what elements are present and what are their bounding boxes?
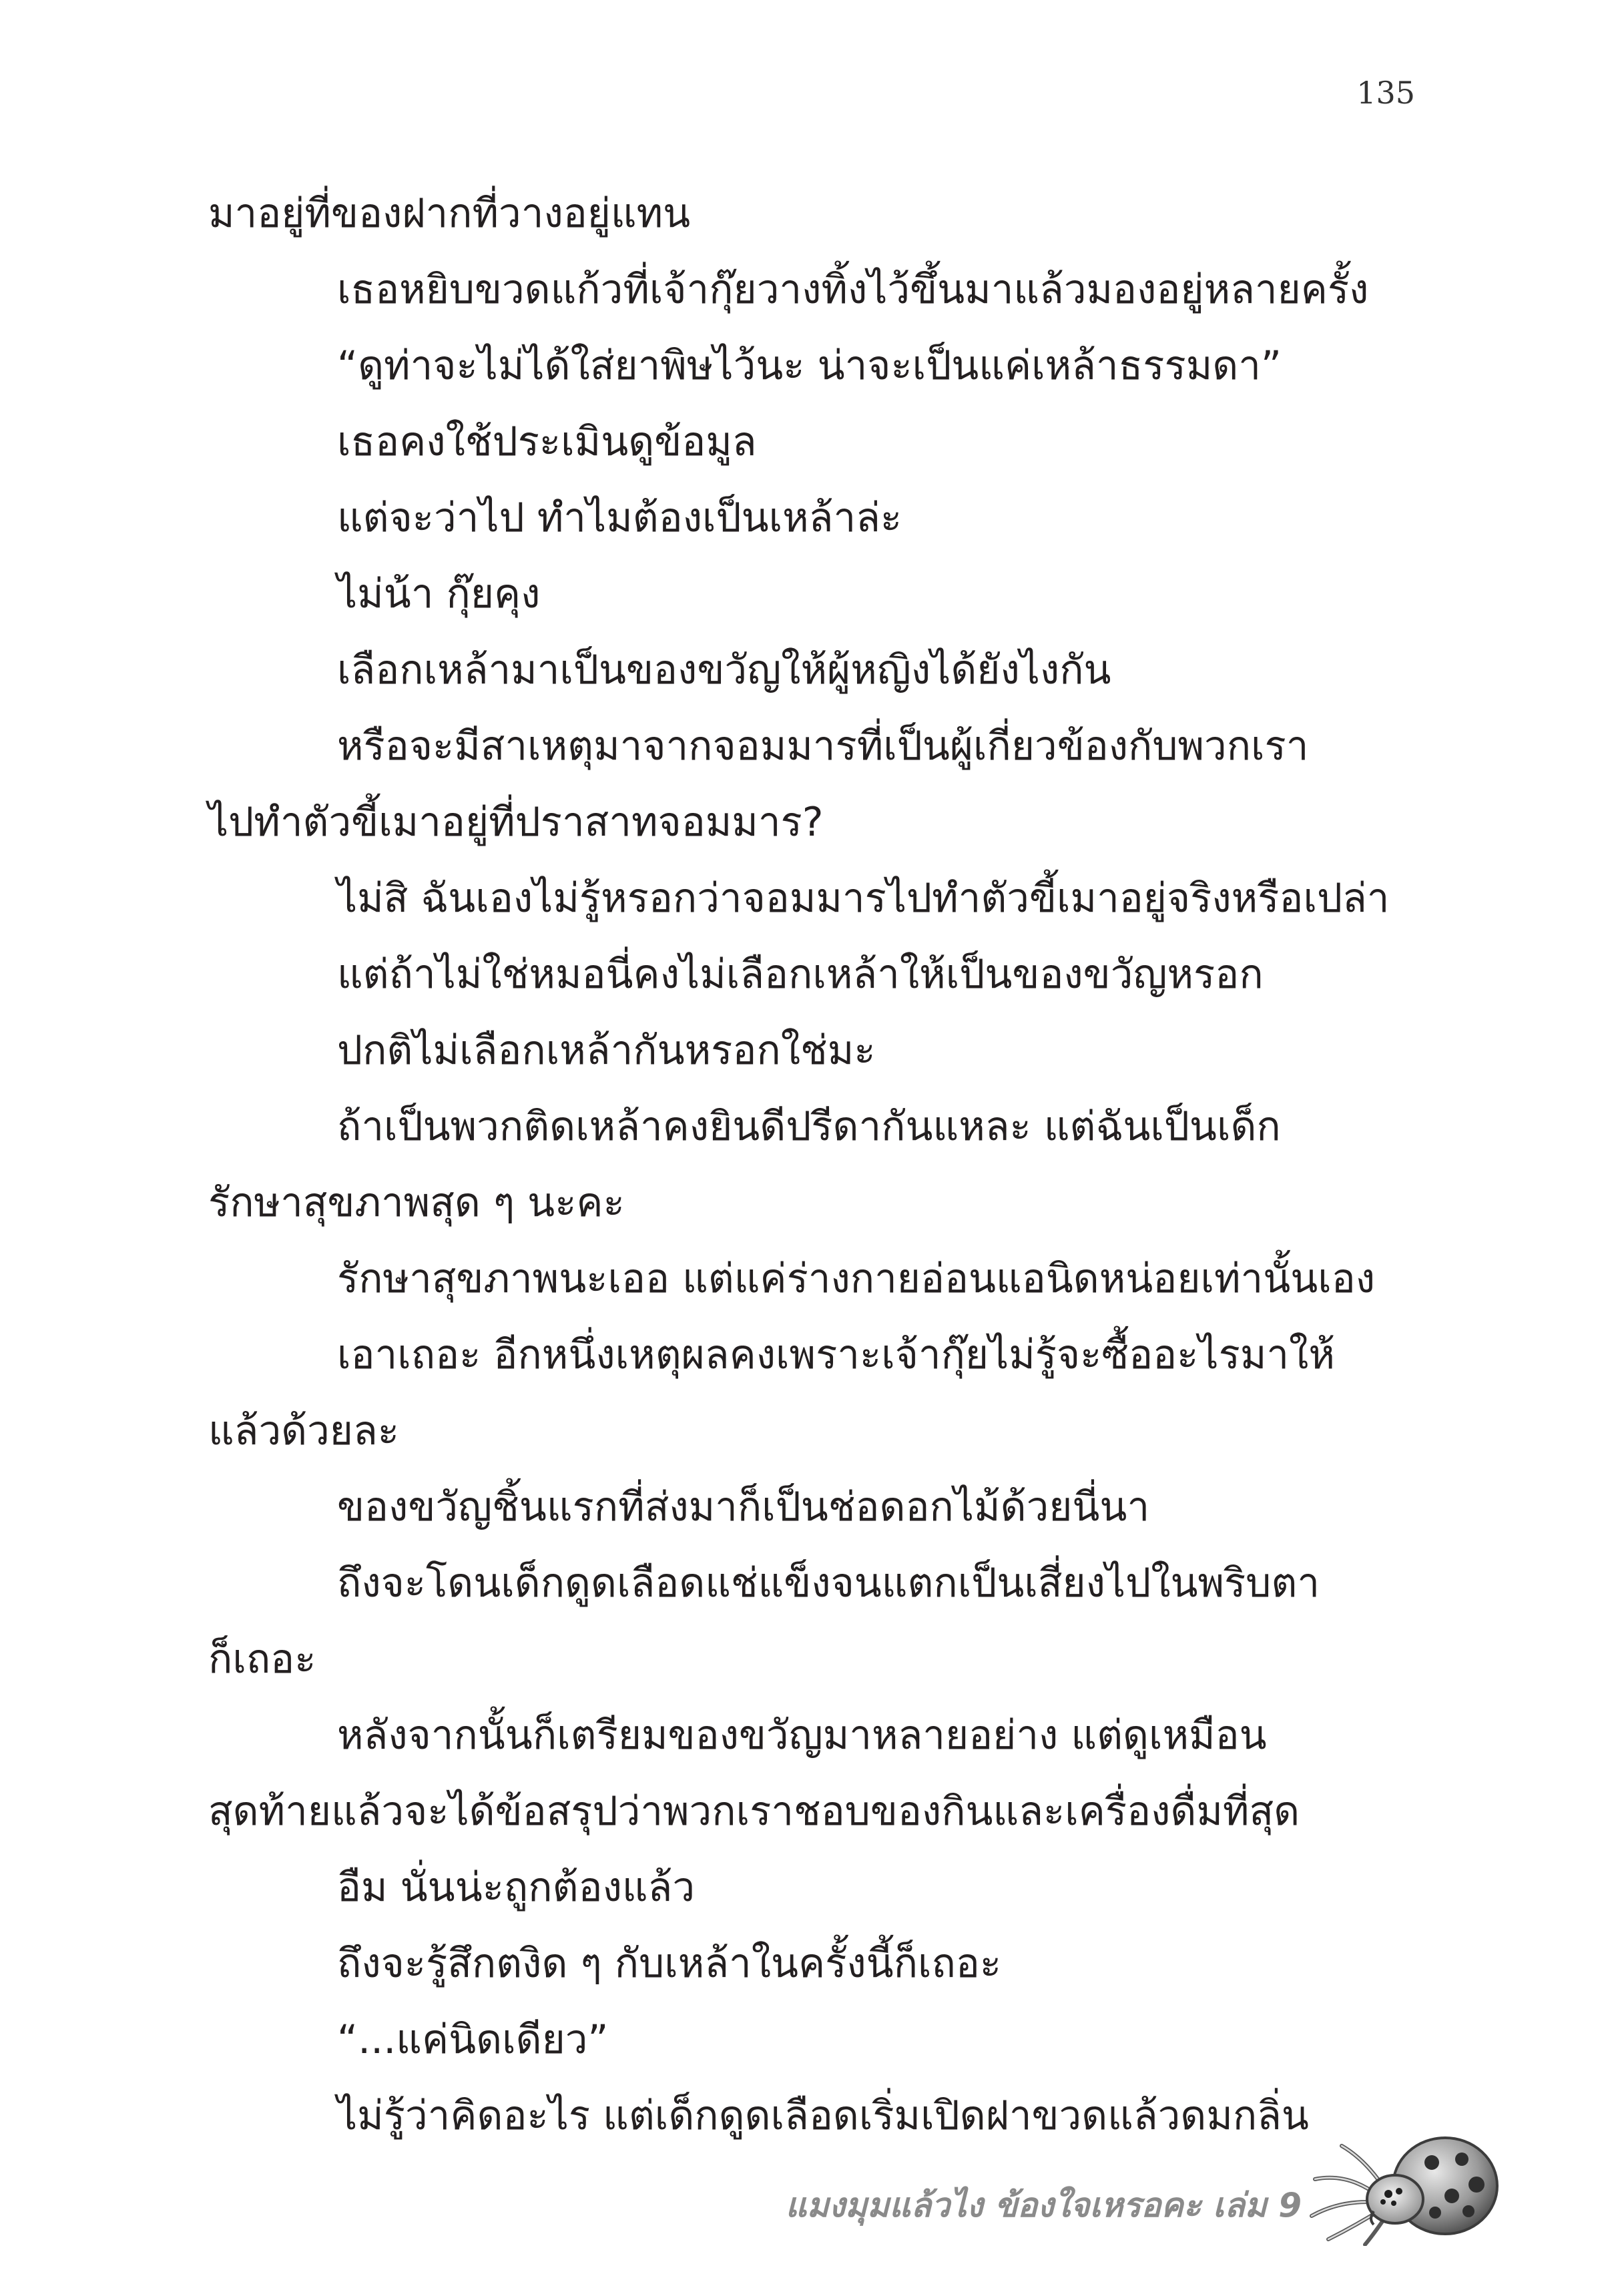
text-line: เอาเถอะ อีกหนึ่งเหตุผลคงเพราะเจ้ากุ๊ยไม่รู้จะซื้ออะไรมาให้ bbox=[337, 1332, 1335, 1378]
text-line: ถ้าเป็นพวกติดเหล้าคงยินดีปรีดากันแหละ แต่ฉันเป็นเด็ก bbox=[337, 1103, 1281, 1150]
text-line: ปกติไม่เลือกเหล้ากันหรอกใช่มะ bbox=[337, 1027, 876, 1074]
book-title: แมงมุมแล้วไง ข้องใจเหรอคะ เล่ม 9 bbox=[785, 2186, 1302, 2225]
page-footer bbox=[708, 2132, 1502, 2246]
text-line: สุดท้ายแล้วจะได้ข้อสรุปว่าพวกเราชอบของกินและเครื่องดื่มที่สุด bbox=[208, 1788, 1300, 1835]
text-line: รักษาสุขภาพนะเออ แต่แค่ร่างกายอ่อนแอนิดหน่อยเท่านั้นเอง bbox=[337, 1255, 1376, 1302]
text-line: ถึงจะโดนเด็กดูดเลือดแช่แข็งจนแตกเป็นเสี่ยงไปในพริบตา bbox=[337, 1560, 1320, 1607]
text-line: เธอคงใช้ประเมินดูข้อมูล bbox=[337, 418, 757, 465]
text-line: แต่ถ้าไม่ใช่หมอนี่คงไม่เลือกเหล้าให้เป็นของขวัญหรอก bbox=[337, 951, 1264, 998]
text-line: “ดูท่าจะไม่ได้ใส่ยาพิษไว้นะ น่าจะเป็นแค่เหล้าธรรมดา” bbox=[337, 342, 1282, 389]
text-line: แล้วด้วยละ bbox=[208, 1408, 399, 1454]
text-line: ก็เถอะ bbox=[208, 1636, 316, 1683]
text-line: “...แค่นิดเดียว” bbox=[337, 2016, 609, 2063]
spider-icon bbox=[1302, 2132, 1502, 2246]
text-line: เธอหยิบขวดแก้วที่เจ้ากุ๊ยวางทิ้งไว้ขึ้นมาแล้วมองอยู่หลายครั้ง bbox=[337, 266, 1369, 313]
text-line: ถึงจะรู้สึกตงิด ๆ กับเหล้าในครั้งนี้ก็เถอะ bbox=[337, 1940, 1002, 1987]
text-line: ไม่น้า กุ๊ยคุง bbox=[337, 571, 541, 617]
text-line: อืม นั่นน่ะถูกต้องแล้ว bbox=[337, 1864, 696, 1911]
text-line: ไม่สิ ฉันเองไม่รู้หรอกว่าจอมมารไปทำตัวขี้เมาอยู่จริงหรือเปล่า bbox=[337, 875, 1390, 922]
text-line: ของขวัญชิ้นแรกที่ส่งมาก็เป็นช่อดอกไม้ด้วยนี่นา bbox=[337, 1484, 1150, 1530]
text-line: หรือจะมีสาเหตุมาจากจอมมารที่เป็นผู้เกี่ยวข้องกับพวกเรา bbox=[337, 723, 1309, 770]
text-line: เลือกเหล้ามาเป็นของขวัญให้ผู้หญิงได้ยังไงกัน bbox=[337, 647, 1111, 693]
text-line: มาอยู่ที่ของฝากที่วางอยู่แทน bbox=[208, 190, 691, 237]
page-number: 135 bbox=[1356, 75, 1415, 111]
text-line: หลังจากนั้นก็เตรียมของขวัญมาหลายอย่าง แต่ดูเหมือน bbox=[337, 1712, 1267, 1759]
text-line: รักษาสุขภาพสุด ๆ นะคะ bbox=[208, 1179, 625, 1226]
text-line: ไปทำตัวขี้เมาอยู่ที่ปราสาทจอมมาร? bbox=[208, 799, 824, 846]
text-line: ไม่รู้ว่าคิดอะไร แต่เด็กดูดเลือดเริ่มเปิดฝาขวดแล้วดมกลิ่น bbox=[337, 2092, 1309, 2139]
text-line: แต่จะว่าไป ทำไมต้องเป็นเหล้าล่ะ bbox=[337, 495, 902, 541]
